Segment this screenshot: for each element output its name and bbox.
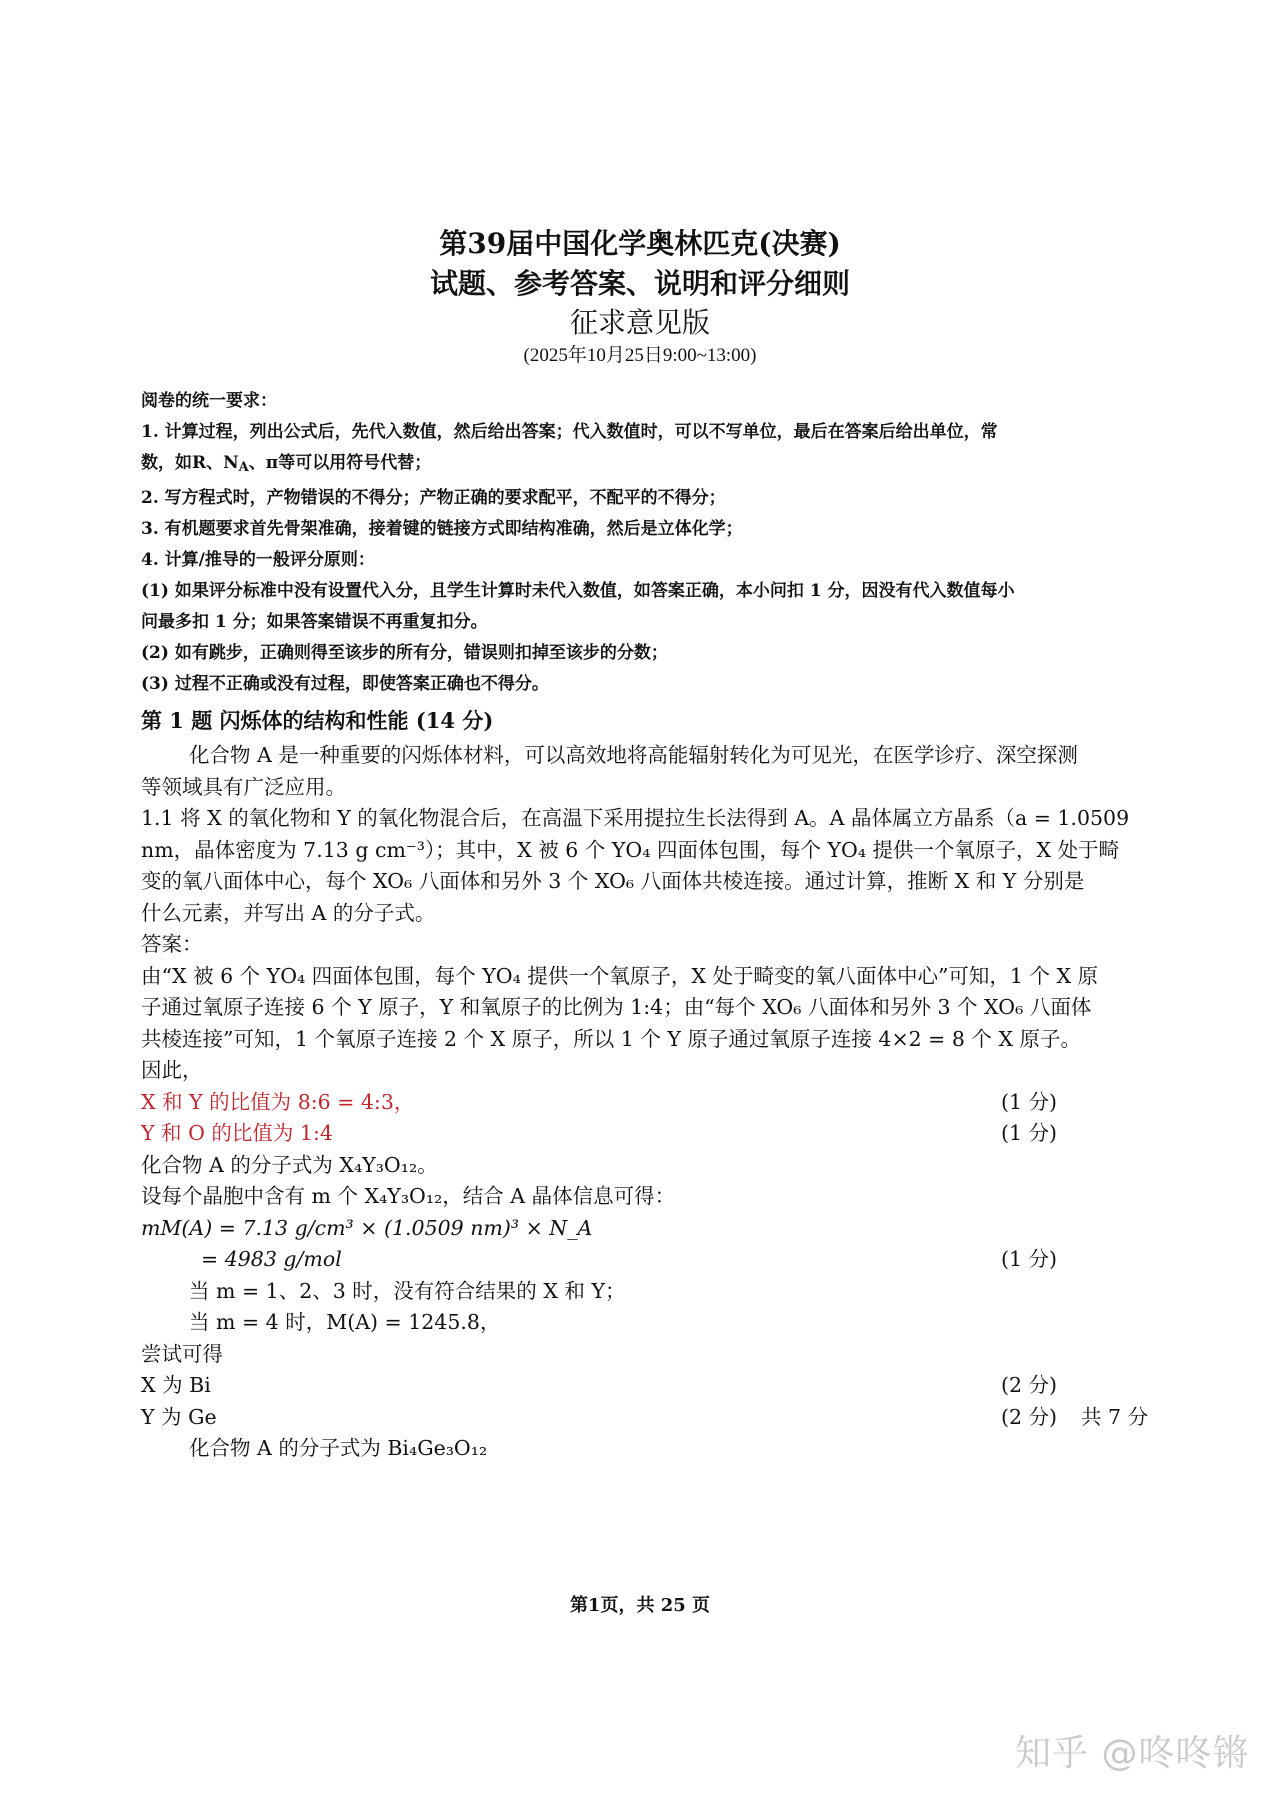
answer-line-a: 由“X 被 6 个 YO₄ 四面体包围，每个 YO₄ 提供一个氧原子，X 处于畸变的氧八面体中心”可知，1 个 X 原 <box>141 963 1099 988</box>
grading-rules <box>141 386 1151 700</box>
q11-line-c: 变的氧八面体中心，每个 XO₆ 八面体和另外 3 个 XO₆ 八面体共棱连接。通过计算，推断 X 和 Y 分别是 <box>141 869 1085 893</box>
doc-title: 第39届中国化学奥林匹克(决赛) <box>439 227 841 260</box>
assume-line: 设每个晶胞中含有 m 个 X₄Y₃O₁₂，结合 A 晶体信息可得： <box>141 1184 676 1208</box>
formula-line: 化合物 A 的分子式为 X₄Y₃O₁₂。 <box>141 1152 438 1177</box>
rule-4-1a: (1) 如果评分标准中没有设置代入分，且学生计算时未代入数值，如答案正确，本小问扣 1 分，因没有代入数值每小 <box>141 581 1015 601</box>
score-eq: (1 分) <box>1001 1247 1058 1271</box>
rule-2: 2. 写方程式时，产物错误的不得分；产物正确的要求配平，不配平的不得分； <box>141 488 726 508</box>
rule-4-3: (3) 过程不正确或没有过程，即使答案正确也不得分。 <box>141 674 549 694</box>
yo-ratio: Y 和 O 的比值为 1:4 <box>141 1121 333 1145</box>
y-result: Y 为 Ge <box>141 1404 217 1429</box>
rules-heading: 阅卷的统一要求： <box>141 391 277 411</box>
yo-ratio-row <box>141 1118 1161 1150</box>
rule-4-1b: 问最多扣 1 分；如果答案错误不再重复扣分。 <box>141 612 488 632</box>
answer-line-b: 子通过氧原子连接 6 个 Y 原子，Y 和氧原子的比例为 1:4；由“每个 XO₆ 八面体和另外 3 个 XO₆ 八面体 <box>141 995 1092 1019</box>
doc-edition: 征求意见版 <box>569 306 710 339</box>
try-line: 尝试可得 <box>141 1341 223 1366</box>
xy-ratio-row <box>141 1087 1161 1119</box>
equation-2: = 4983 g/mol <box>201 1247 342 1271</box>
rule-1b: 数，如R、$N_A$、π等可以用符号代替； <box>141 453 432 475</box>
xy-ratio: X 和 Y 的比值为 8:6 = 4:3， <box>141 1089 415 1114</box>
final-formula: 化合物 A 的分子式为 Bi₄Ge₃O₁₂ <box>189 1436 488 1460</box>
score-total: 共 7 分 <box>1081 1404 1149 1429</box>
case-1: 当 m = 1、2、3 时，没有符合结果的 X 和 Y； <box>189 1278 626 1303</box>
answer-label: 答案： <box>141 932 203 956</box>
question-body <box>141 740 1161 1465</box>
equation-2-row <box>141 1244 1161 1276</box>
q11-line-a: 1.1 将 X 的氧化物和 Y 的氧化物混合后，在高温下采用提拉生长法得到 A。A 晶体属立方晶系（a = 1.0509 <box>141 806 1130 830</box>
doc-datetime: (2025年10月25日9:00~13:00) <box>523 345 757 366</box>
case-2: 当 m = 4 时，M(A) = 1245.8， <box>189 1310 501 1334</box>
page-footer: 第1页，共 25 页 <box>569 1595 711 1616</box>
rule-3: 3. 有机题要求首先骨架准确，接着键的链接方式即结构准确，然后是立体化学； <box>141 519 743 539</box>
equation-1: mM(A) = 7.13 g/cm³ × (1.0509 nm)³ × N_A <box>141 1215 593 1240</box>
score-xy: (1 分) <box>1001 1089 1058 1114</box>
score-yo: (1 分) <box>1001 1121 1058 1145</box>
q11-line-d: 什么元素，并写出 A 的分子式。 <box>141 900 436 925</box>
q11-line-b: nm，晶体密度为 7.13 g cm⁻³）；其中，X 被 6 个 YO₄ 四面体包围，每个 YO₄ 提供一个氧原子，X 处于畸 <box>141 837 1120 862</box>
answer-line-d: 因此， <box>141 1058 203 1082</box>
answer-line-c: 共棱连接”可知，1 个氧原子连接 2 个 X 原子，所以 1 个 Y 原子通过氧原子连接 4×2 = 8 个 X 原子。 <box>141 1026 1082 1051</box>
question-heading: 第 1 题 闪烁体的结构和性能 (14 分) <box>141 708 494 733</box>
rule-4-2: (2) 如有跳步，正确则得至该步的所有分，错误则扣掉至该步的分数； <box>141 643 668 663</box>
score-x: (2 分) <box>1001 1373 1058 1397</box>
x-result-row <box>141 1370 1161 1402</box>
rule-4: 4. 计算/推导的一般评分原则： <box>141 550 375 570</box>
intro-line-a: 化合物 A 是一种重要的闪烁体材料，可以高效地将高能辐射转化为可见光，在医学诊疗、深空探测 <box>189 743 1078 767</box>
watermark: 知乎 @咚咚锵 <box>1015 1733 1250 1774</box>
doc-subtitle: 试题、参考答案、说明和评分细则 <box>429 267 850 300</box>
x-result: X 为 Bi <box>141 1373 211 1397</box>
intro-line-b: 等领域具有广泛应用。 <box>141 774 346 799</box>
y-result-row <box>141 1402 1161 1434</box>
rule-1a: 1. 计算过程，列出公式后，先代入数值，然后给出答案；代入数值时，可以不写单位，最后在答案后给出单位，常 <box>141 422 998 442</box>
score-y: (2 分) <box>1001 1404 1058 1429</box>
